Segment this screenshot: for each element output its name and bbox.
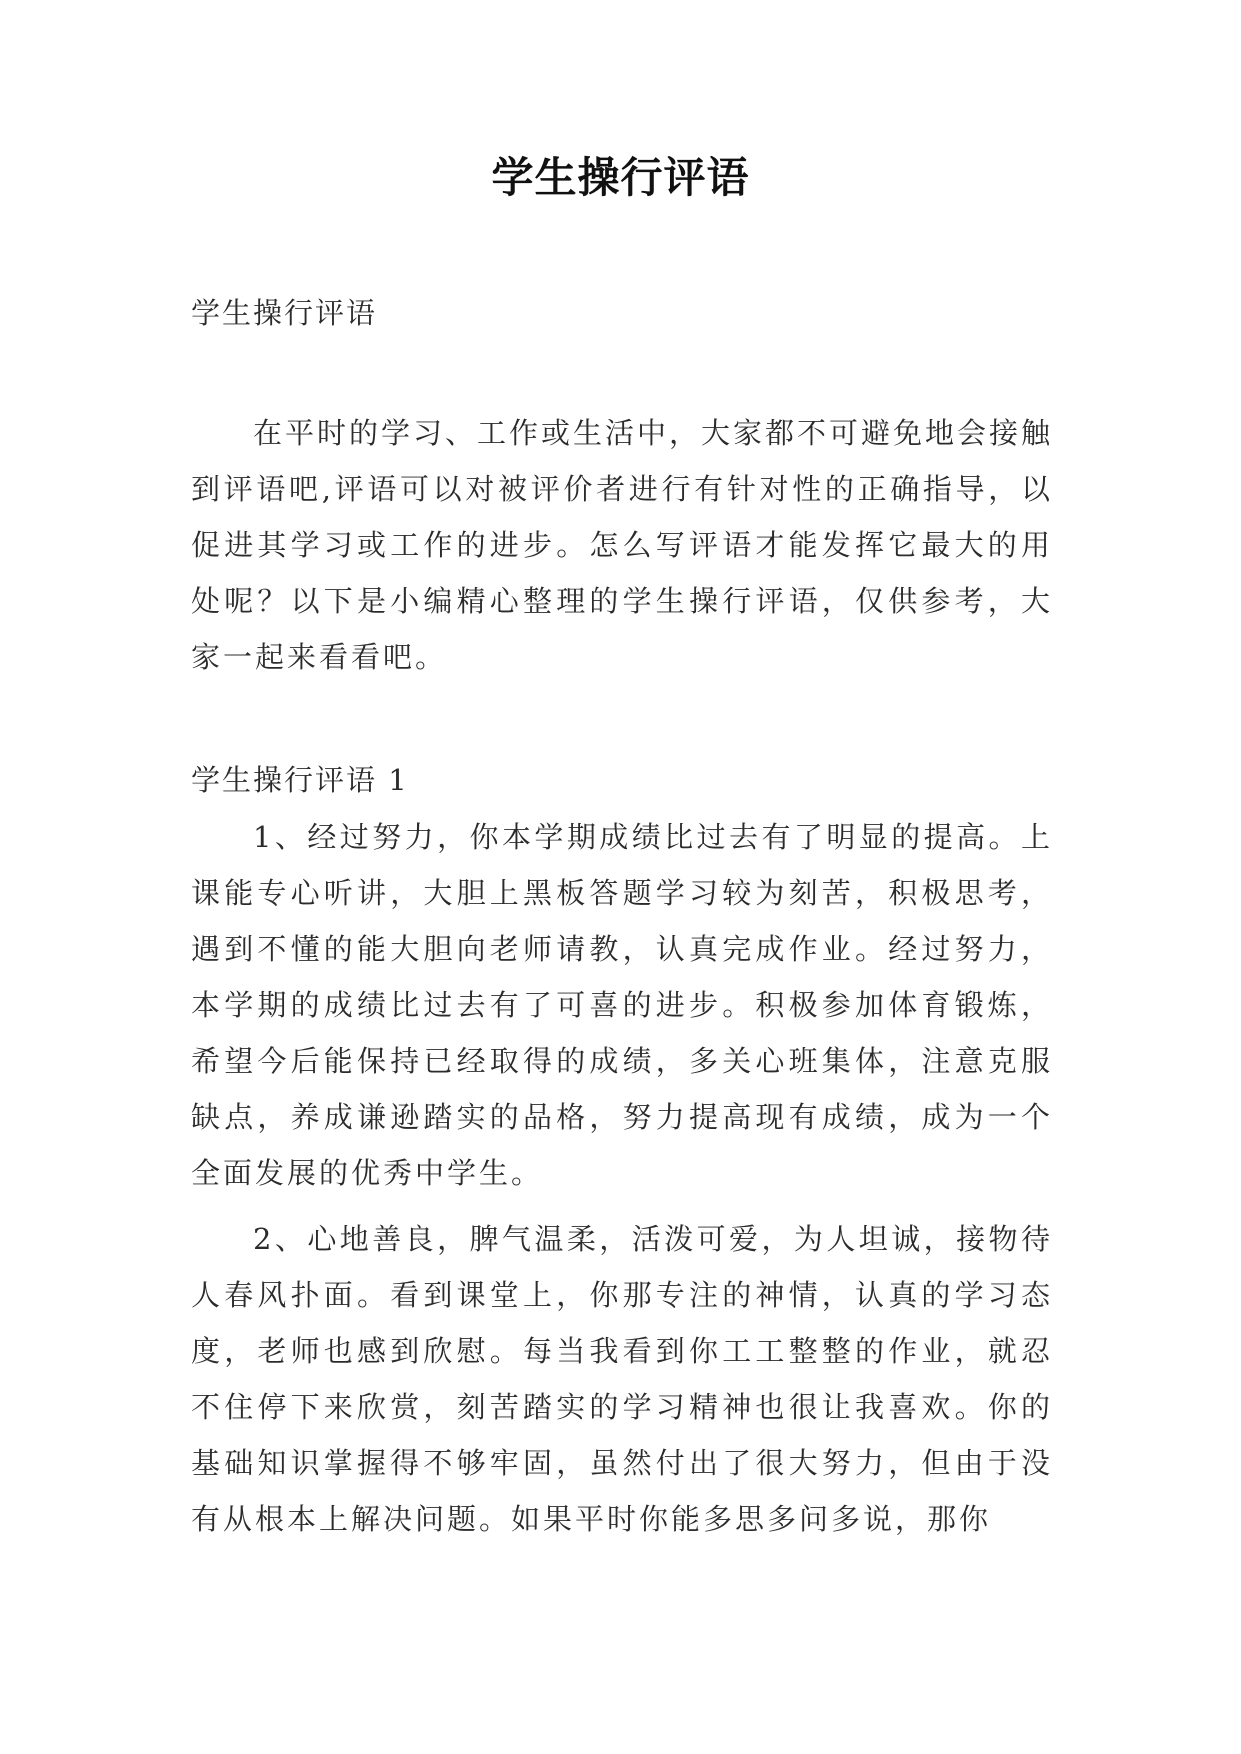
section-heading: 学生操行评语 1 <box>191 763 409 797</box>
intro-paragraph: 在平时的学习、工作或生活中，大家都不可避免地会接触到评语吧,评语可以对被评价者进行有针对性的正确指导，以促进其学习或工作的进步。怎么写评语才能发挥它最大的用处呢？以下是小编精心整理的学生操行评语，仅供参考，大家一起来看看吧。 <box>191 416 1054 674</box>
comment-item: 2、心地善良，脾气温柔，活泼可爱，为人坦诚，接物待人春风扑面。看到课堂上，你那专注的神情，认真的学习态度，老师也感到欣慰。每当我看到你工工整整的作业，就忍不住停下来欣赏，刻苦踏实的学习精神也很让我喜欢。你的基础知识掌握得不够牢固，虽然付出了很大努力，但由于没有从根本上解决问题。如果平时你能多思多问多说，那你 <box>191 1222 1053 1536</box>
comment-item: 1、经过努力，你本学期成绩比过去有了明显的提高。上课能专心听讲，大胆上黑板答题学习较为刻苦，积极思考，遇到不懂的能大胆向老师请教，认真完成作业。经过努力，本学期的成绩比过去有了可喜的进步。积极参加体育锻炼，希望今后能保持已经取得的成绩，多关心班集体，注意克服缺点，养成谦逊踏实的品格，努力提高现有成绩，成为一个全面发展的优秀中学生。 <box>191 820 1053 1190</box>
document-subtitle: 学生操行评语 <box>191 296 378 330</box>
page-title: 学生操行评语 <box>491 153 750 202</box>
